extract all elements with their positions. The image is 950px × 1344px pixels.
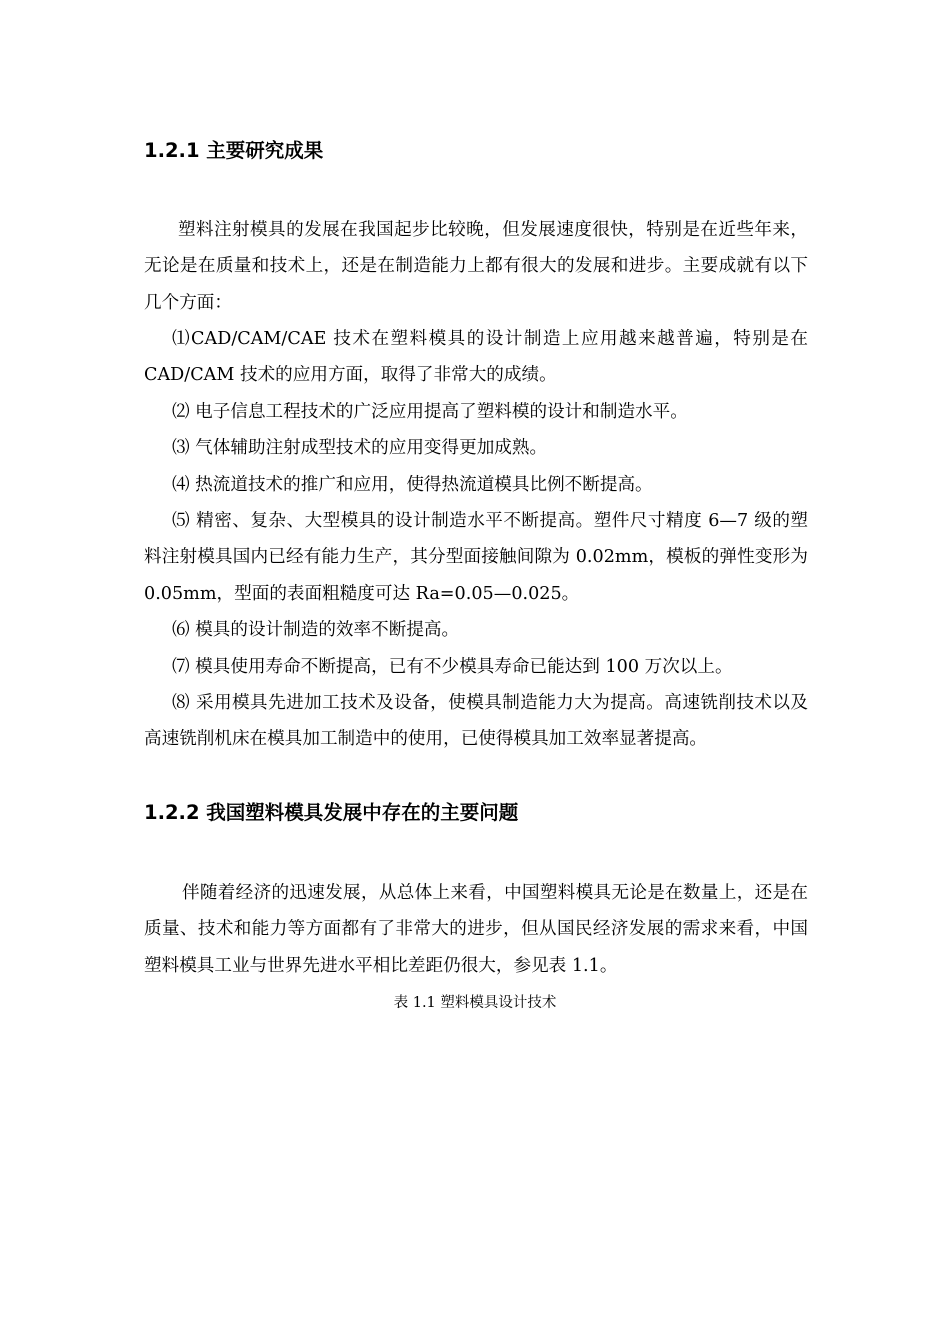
list-item: ⑷ 热流道技术的推广和应用，使得热流道模具比例不断提高。 xyxy=(172,474,653,495)
list-item: ⑹ 模具的设计制造的效率不断提高。 xyxy=(172,620,460,641)
list-item: ⑺ 模具使用寿命不断提高，已有不少模具寿命已能达到 100 万次以上。 xyxy=(172,656,733,677)
intro-paragraph: 塑料注射模具的发展在我国起步比较晚，但发展速度很快，特别是在近些年来，无论是在质量和技术上，还是在制造能力上都有很大的发展和进步。主要成就有以下几个方面： xyxy=(144,220,808,313)
achievements-list xyxy=(144,321,808,758)
section-heading-main-problems: 1.2.2 我国塑料模具发展中存在的主要问题 xyxy=(144,801,519,824)
table-caption: 表 1.1 塑料模具设计技术 xyxy=(393,995,557,1011)
list-item: ⑻ 采用模具先进加工技术及设备，使模具制造能力大为提高。高速铣削技术以及高速铣削机床在模具加工制造中的使用，已使得模具加工效率显著提高。 xyxy=(144,693,808,750)
list-item: ⑴CAD/CAM/CAE 技术在塑料模具的设计制造上应用越来越普遍，特别是在 CAD/CAM 技术的应用方面，取得了非常大的成绩。 xyxy=(144,329,808,386)
list-item: ⑵ 电子信息工程技术的广泛应用提高了塑料模的设计和制造水平。 xyxy=(172,401,688,422)
list-item: ⑶ 气体辅助注射成型技术的应用变得更加成熟。 xyxy=(172,438,548,459)
problems-paragraph: 伴随着经济的迅速发展，从总体上来看，中国塑料模具无论是在数量上，还是在质量、技术和能力等方面都有了非常大的进步，但从国民经济发展的需求来看，中国塑料模具工业与世界先进水平相比差距仍很大，参见表 1.1。 xyxy=(144,883,808,976)
list-item: ⑸ 精密、复杂、大型模具的设计制造水平不断提高。塑件尺寸精度 6—7 级的塑料注射模具国内已经有能力生产，其分型面接触间隙为 0.02mm，模板的弹性变形为 0.05mm，型面的表面粗糙度可达 Ra=0.05—0.025。 xyxy=(144,511,808,604)
section-heading-research-results: 1.2.1 主要研究成果 xyxy=(144,139,324,162)
